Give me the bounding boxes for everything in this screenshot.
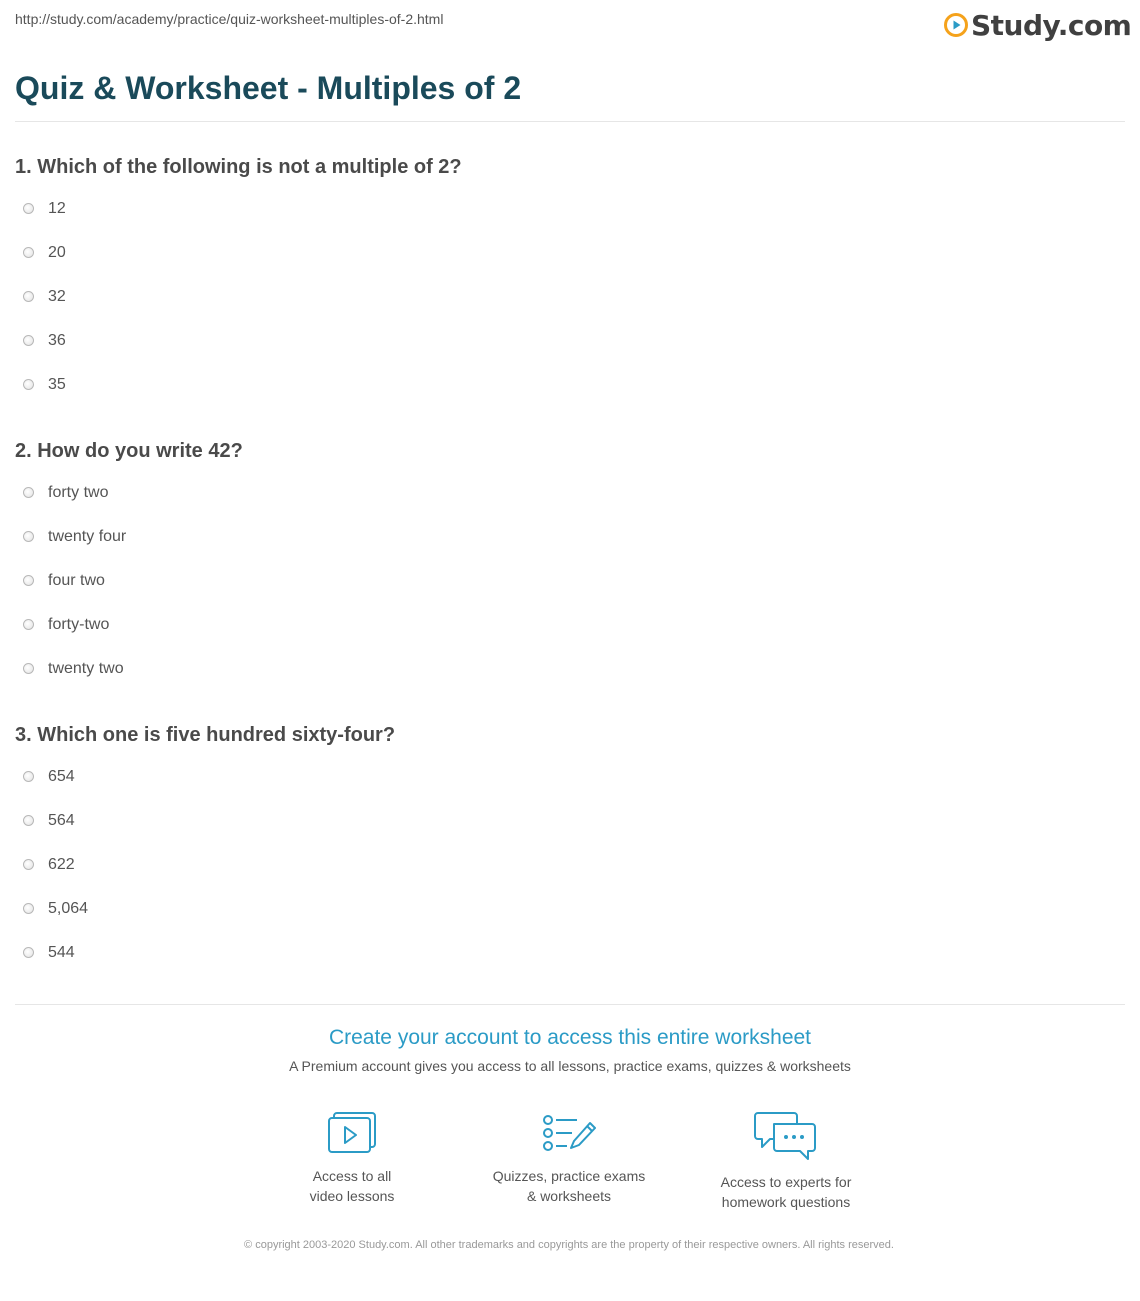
option-label: twenty two [48,660,124,677]
answer-option[interactable] [15,571,1115,615]
answer-options [15,767,1115,987]
answer-option[interactable] [15,615,1115,659]
feature-label: Access to all video lessons [309,1168,395,1204]
option-label: twenty four [48,528,127,545]
question-text: 2. How do you write 42? [15,440,243,462]
option-label: 5,064 [48,900,89,917]
question-2 [15,439,1115,703]
option-label: forty two [48,484,109,501]
answer-option[interactable] [15,483,1115,527]
answer-option[interactable] [15,199,1115,243]
radio-button[interactable] [23,859,34,870]
premium-description: A Premium account gives you access to all lessons, practice exams, quizzes & worksheets [289,1058,851,1074]
answer-option[interactable] [15,527,1115,571]
title-divider [15,121,1125,122]
study-logo-text: Study.com [971,8,1132,42]
option-label: 32 [48,288,66,305]
option-label: four two [48,572,105,589]
answer-option[interactable] [15,659,1115,703]
page-url: http://study.com/academy/practice/quiz-worksheet-multiples-of-2.html [15,11,444,27]
answer-option[interactable] [15,899,1115,943]
study-logo[interactable] [944,7,1131,43]
chat-bubbles-icon [754,1110,818,1162]
answer-options [15,483,1115,703]
option-label: 20 [48,244,66,261]
radio-button[interactable] [23,247,34,258]
feature-experts [686,1110,886,1212]
radio-button[interactable] [23,575,34,586]
radio-button[interactable] [23,487,34,498]
radio-button[interactable] [23,531,34,542]
answer-option[interactable] [15,767,1115,811]
radio-button[interactable] [23,903,34,914]
option-label: 564 [48,812,75,829]
feature-video-lessons [252,1110,452,1206]
radio-button[interactable] [23,663,34,674]
radio-button[interactable] [23,379,34,390]
answer-option[interactable] [15,855,1115,899]
question-3 [15,723,1115,987]
video-lessons-icon [326,1110,378,1156]
radio-button[interactable] [23,291,34,302]
option-label: 622 [48,856,75,873]
option-label: 12 [48,200,66,217]
feature-label: Quizzes, practice exams & worksheets [492,1168,646,1204]
page-title: Quiz & Worksheet - Multiples of 2 [15,70,522,106]
option-label: 544 [48,944,75,961]
option-label: 35 [48,376,66,393]
question-1 [15,155,1115,419]
quiz-checklist-icon [541,1110,597,1156]
answer-options [15,199,1115,419]
answer-option[interactable] [15,331,1115,375]
radio-button[interactable] [23,947,34,958]
radio-button[interactable] [23,771,34,782]
feature-quizzes [469,1110,669,1206]
create-account-link[interactable]: Create your account to access this entire worksheet [328,1026,812,1049]
radio-button[interactable] [23,335,34,346]
option-label: 654 [48,768,75,785]
cta-divider [15,1004,1125,1005]
radio-button[interactable] [23,203,34,214]
option-label: forty-two [48,616,110,633]
answer-option[interactable] [15,287,1115,331]
option-label: 36 [48,332,66,349]
answer-option[interactable] [15,943,1115,987]
copyright-notice: © copyright 2003-2020 Study.com. All other trademarks and copyrights are the property of their respective owners. All rights reserved. [244,1239,894,1251]
question-text: 3. Which one is five hundred sixty-four? [15,724,396,746]
radio-button[interactable] [23,619,34,630]
study-logo-play-icon [944,13,968,37]
question-text: 1. Which of the following is not a multiple of 2? [15,156,462,178]
answer-option[interactable] [15,243,1115,287]
feature-label: Access to experts for homework questions [720,1174,852,1210]
answer-option[interactable] [15,375,1115,419]
radio-button[interactable] [23,815,34,826]
answer-option[interactable] [15,811,1115,855]
